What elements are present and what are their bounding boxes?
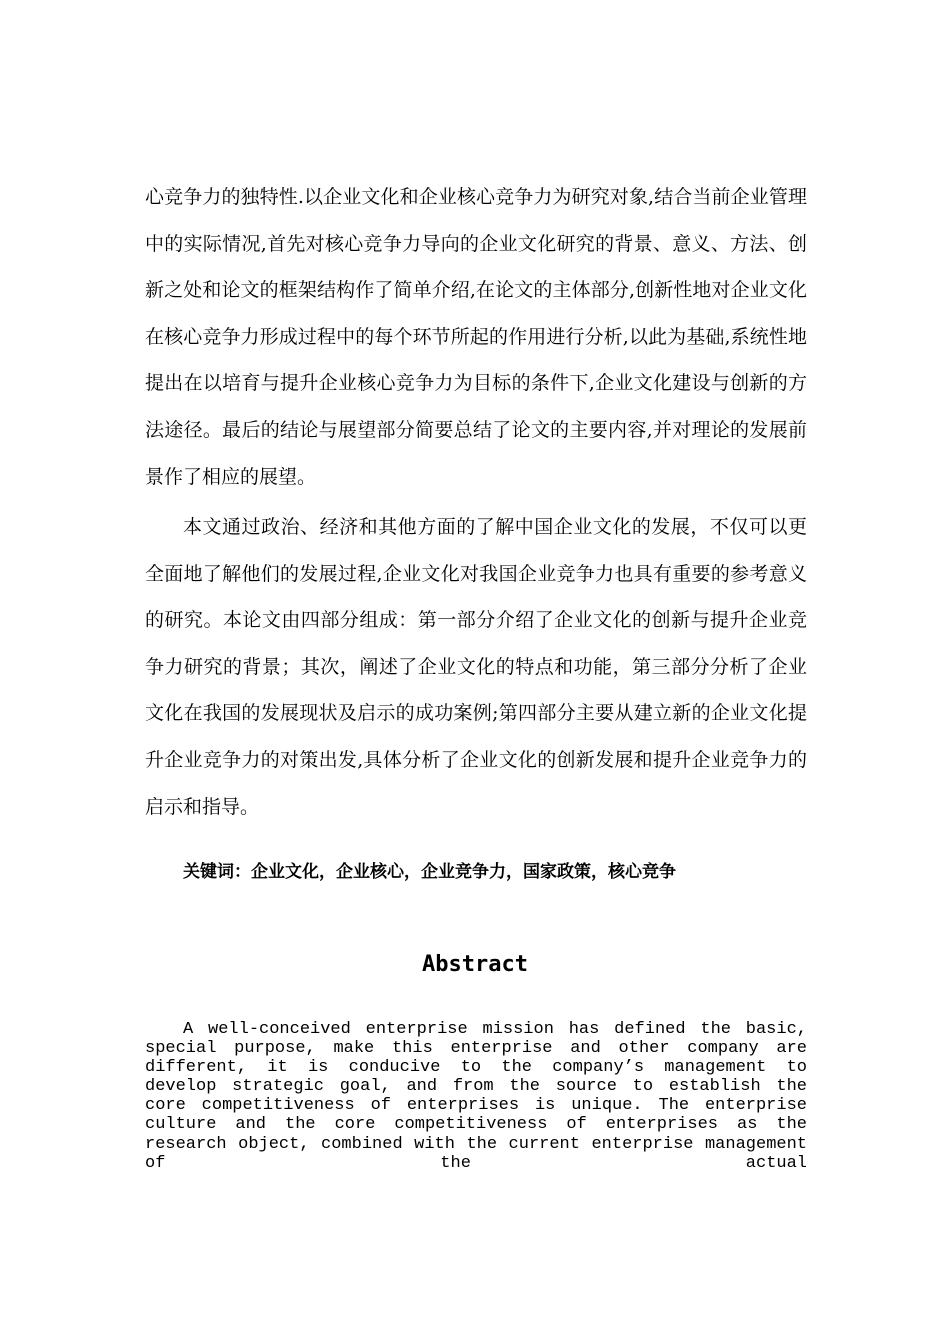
keywords-line: 关键词：企业文化，企业核心，企业竞争力，国家政策，核心竞争 xyxy=(183,862,676,882)
abstract-paragraph: A well-conceived enterprise mission has defined the basic, special purpose, make this enterprise and other company are different, it is conducive to the company’s management to develop strategic goal, and from the source to establish the core competitiveness of enterprises is unique. The enterprise culture and the core competitiveness of enterprises as the research object, combined with the current enterprise management of the actual xyxy=(145,1020,807,1173)
body-paragraph-1: 心竞争力的独特性.以企业文化和企业核心竞争力为研究对象,结合当前企业管理中的实际情况,首先对核心竞争力导向的企业文化研究的背景、意义、方法、创新之处和论文的框架结构作了简单介绍,在论文的主体部分,创新性地对企业文化在核心竞争力形成过程中的每个环节所起的作用进行分析,以此为基础,系统性地提出在以培育与提升企业核心竞争力为目标的条件下,企业文化建设与创新的方法途径。最后的结论与展望部分简要总结了论文的主要内容,并对理论的发展前景作了相应的展望。 xyxy=(145,186,807,488)
body-paragraph-2: 本文通过政治、经济和其他方面的了解中国企业文化的发展，不仅可以更全面地了解他们的发展过程,企业文化对我国企业竞争力也具有重要的参考意义的研究。本论文由四部分组成：第一部分介绍了企业文化的创新与提升企业竞争力研究的背景；其次，阐述了企业文化的特点和功能，第三部分分析了企业文化在我国的发展现状及启示的成功案例;第四部分主要从建立新的企业文化提升企业竞争力的对策出发,具体分析了企业文化的创新发展和提升企业竞争力的启示和指导。 xyxy=(145,516,807,818)
abstract-heading: Abstract xyxy=(422,952,528,977)
